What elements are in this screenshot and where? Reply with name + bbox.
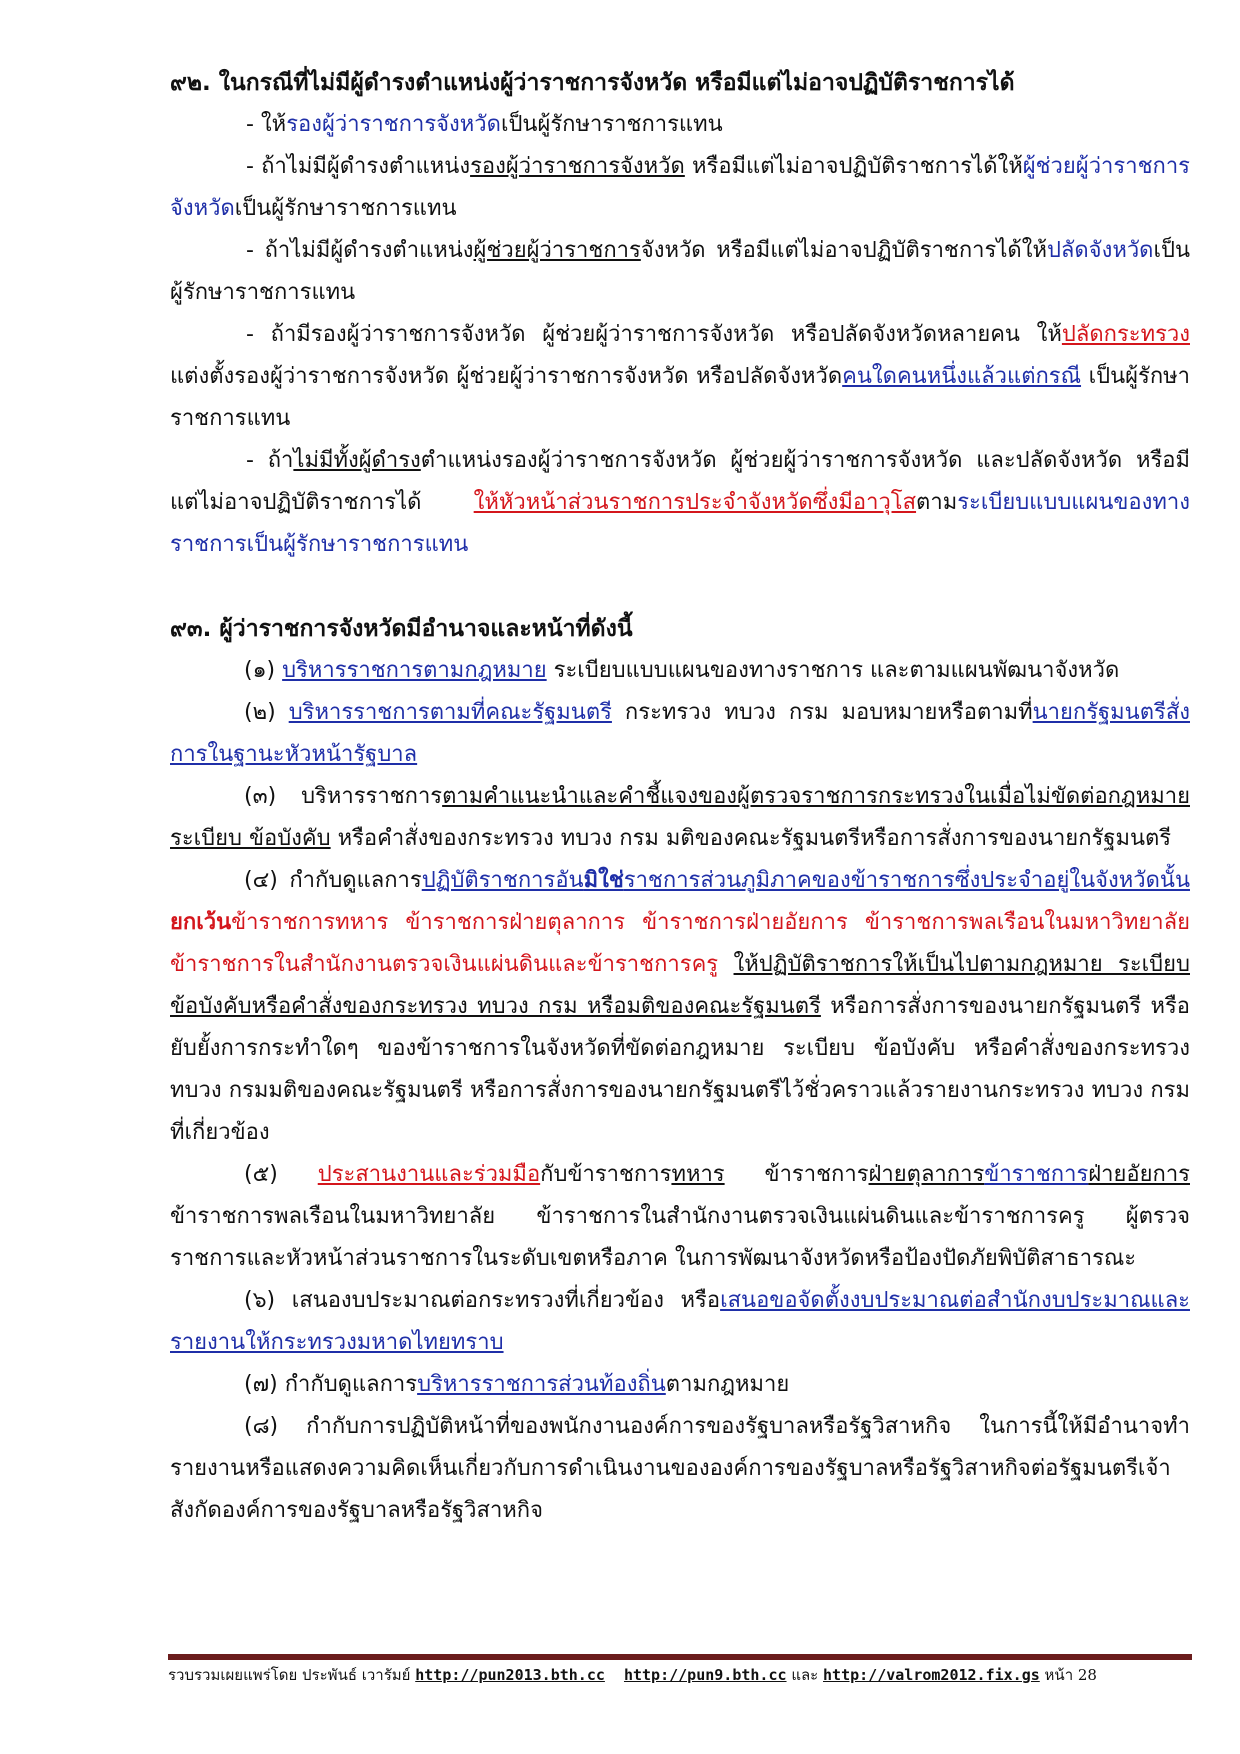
text: กับข้าราชการ — [540, 1162, 672, 1187]
section-93-item-5 — [170, 1154, 1190, 1280]
page-number: หน้า 28 — [1044, 1666, 1097, 1684]
section-92-para-5 — [170, 440, 1190, 566]
text: จังหวัด หรือมีแต่ไม่อาจปฏิบัติราชการได้ให้ — [640, 238, 1047, 263]
text: (๓) บริหารราชการ — [244, 784, 443, 809]
text — [718, 952, 733, 977]
text: หรือการสั่งการของนายกรัฐมนตรี หรือยับยั้งการกระทำใดๆ ของข้าราชการในจังหวัดที่ขัดต่อกฎหมาย ระเบียบ ข้อบังคับ หรือคำสั่งของกระทรวง ทบวง กรมมติของคณะรัฐมนตรี หรือการสั่งการของนายกรัฐมนตรีไว้ชั่วคราวแล้วรายงานกระทรวง ทบวง กรม ที่เกี่ยวข้อง — [170, 994, 1190, 1145]
underlined-inspector-guidance: ตามคำแนะนำและคำชี้แจงของผู้ตรวจราชการกระทรวงในเมื่อไม่ขัดต่อกฎหมาย ระเบียบ ข้อบังคับ — [170, 784, 1190, 851]
text: (๔) กำกับดูแลการ — [244, 868, 422, 893]
footer-divider — [168, 1654, 1192, 1660]
section-93-item-8 — [170, 1406, 1190, 1532]
text: (๘) กำกับการปฏิบัติหน้าที่ของพนักงานองค์การของรัฐบาลหรือรัฐวิสาหกิจ ในการนี้ให้มีอำนาจทำรายงานหรือแสดงความคิดเห็นเกี่ยวกับการดำเนินงานขององค์การของรัฐบาลหรือรัฐวิสาหกิจต่อรัฐมนตรีเจ้าสังกัดองค์การของรัฐบาลหรือรัฐวิสาหกิจ — [170, 1414, 1190, 1523]
text: (๗) กำกับดูแลการ — [244, 1372, 418, 1397]
highlight-permanent-secretary: ปลัดกระทรวง — [1061, 322, 1190, 347]
underlined-none: ไม่มีทั้งผู้ดำรง — [293, 448, 421, 473]
text: (๖) เสนองบประมาณต่อกระทรวงที่เกี่ยวข้อง หรือ — [244, 1288, 721, 1313]
text: หรือคำสั่งของกระทรวง ทบวง กรม มติของคณะรัฐมนตรีหรือการสั่งการของนายกรัฐมนตรี — [330, 826, 1172, 851]
underlined-prosecutor: ฝ่ายอัยการ — [1088, 1162, 1190, 1187]
highlight-cabinet: บริหารราชการตามที่คณะรัฐมนตรี — [288, 700, 612, 725]
highlight-by-law: บริหารราชการตามกฎหมาย — [282, 658, 547, 683]
underlined-military: ทหาร — [671, 1162, 725, 1187]
section-92-para-4 — [170, 314, 1190, 440]
highlight-deputy-governor: รองผู้ว่าราชการจังหวัด — [286, 112, 501, 137]
highlight-coordinate: ประสานงานและร่วมมือ — [317, 1162, 541, 1187]
highlight-provincial-clerk: ปลัดจังหวัด — [1046, 238, 1154, 263]
highlight-any-one: คนใดคนหนึ่งแล้วแต่กรณี — [842, 364, 1082, 389]
footer-link-1[interactable]: http://pun2013.bth.cc — [415, 1666, 605, 1684]
underlined-judicial: ฝ่ายตุลาการ — [868, 1162, 985, 1187]
text: แต่งตั้งรองผู้ว่าราชการจังหวัด ผู้ช่วยผู้ว่าราชการจังหวัด หรือปลัดจังหวัด — [170, 364, 843, 389]
text: ข้าราชการพลเรือนในมหาวิทยาลัย ข้าราชการในสำนักงานตรวจเงินแผ่นดินและข้าราชการครู ผู้ตรวจราชการและหัวหน้าส่วนราชการในระดับเขตหรือภาค ในการพัฒนาจังหวัดหรือป้องปัดภัยพิบัติสาธารณะ — [170, 1204, 1190, 1271]
text: - ถ้าไม่มีผู้ดำรงตำแหน่ง — [246, 154, 471, 179]
highlight-except: ยกเว้น — [170, 910, 232, 935]
highlight-budget-request: เสนอขอจัดตั้งงบประมาณต่อสำนักงบประมาณและรายงานให้กระทรวงมหาดไทยทราบ — [170, 1288, 1190, 1355]
text: (๑) — [244, 658, 283, 683]
text: ระเบียบแบบแผนของทางราชการ และตามแผนพัฒนาจังหวัด — [546, 658, 1120, 683]
section-93-item-7 — [170, 1364, 1190, 1406]
spacer — [170, 566, 1190, 608]
text: กระทรวง ทบวง กรม มอบหมายหรือตามที่ — [611, 700, 1033, 725]
highlight-prime-minister: นายกรัฐมนตรีสั่งการในฐานะหัวหน้ารัฐบาล — [170, 700, 1190, 767]
underlined-deputy-governor: รองผู้ว่าราชการจังหวัด — [470, 154, 685, 179]
text: (๕) — [244, 1162, 318, 1187]
footer-link-2[interactable]: http://pun9.bth.cc — [623, 1666, 787, 1684]
highlight-regional-admin: ราชการส่วนภูมิภาคของข้าราชการซึ่งประจำอยู่ในจังหวัดนั้น — [623, 868, 1190, 893]
highlight-official-duty: ปฏิบัติราชการอัน — [421, 868, 584, 893]
section-93-item-6 — [170, 1280, 1190, 1364]
highlight-local-admin: บริหารราชการส่วนท้องถิ่น — [417, 1372, 666, 1397]
section-93-item-2 — [170, 692, 1190, 776]
text: เป็นผู้รักษาราชการแทน — [170, 238, 1190, 305]
underlined-assistant-governor: ผู้ช่วยผู้ว่าราชการ — [473, 238, 641, 263]
text: หรือมีแต่ไม่อาจปฏิบัติราชการได้ให้ — [684, 154, 1023, 179]
section-92-para-2 — [170, 146, 1190, 230]
text: ตำแหน่งรองผู้ว่าราชการจังหวัด ผู้ช่วยผู้ว่าราชการจังหวัด และปลัดจังหวัด หรือมีแต่ไม่อาจปฏิบัติราชการได้ — [170, 448, 1190, 515]
section-93-heading: ๙๓. ผู้ว่าราชการจังหวัดมีอำนาจและหน้าที่ดังนี้ — [170, 616, 633, 642]
text: - ให้ — [246, 112, 287, 137]
section-92-para-1 — [170, 104, 1190, 146]
highlight-regulations: ระเบียบแบบแผนของทางราชการเป็นผู้รักษาราชการแทน — [170, 490, 1190, 557]
highlight-not: มิใช่ — [583, 868, 624, 893]
text: - ถ้า — [246, 448, 294, 473]
section-92-heading: ๙๒. ในกรณีที่ไม่มีผู้ดำรงตำแหน่งผู้ว่าราชการจังหวัด หรือมีแต่ไม่อาจปฏิบัติราชการได้ — [170, 70, 1015, 96]
underlined-comply: ให้ปฏิบัติราชการให้เป็นไปตามกฎหมาย ระเบียบ ข้อบังคับหรือคำสั่งของกระทรวง ทบวง กรม หรือมติของคณะรัฐมนตรี — [170, 952, 1190, 1019]
document-page — [170, 62, 1190, 1532]
text: ตามกฎหมาย — [665, 1372, 790, 1397]
text: เป็นผู้รักษาราชการแทน — [500, 112, 723, 137]
section-92-para-3 — [170, 230, 1190, 314]
page-footer — [168, 1663, 1192, 1687]
highlight-assistant-governor: ผู้ช่วยผู้ว่าราชการจังหวัด — [170, 154, 1190, 221]
footer-compiled-by: รวบรวมเผยแพร่โดย ประพันธ์ เวารัมย์ — [168, 1666, 411, 1684]
footer-and: และ — [791, 1666, 819, 1684]
highlight-senior-head: ให้หัวหน้าส่วนราชการประจำจังหวัดซึ่งมีอาวุโส — [473, 490, 917, 515]
text: - ถ้ามีรองผู้ว่าราชการจังหวัด ผู้ช่วยผู้ว่าราชการจังหวัด หรือปลัดจังหวัดหลายคน ให้ — [246, 322, 1062, 347]
text: (๒) — [244, 700, 289, 725]
highlight-official: ข้าราชการ — [984, 1162, 1089, 1187]
text: ข้าราชการ — [724, 1162, 869, 1187]
text: เป็นผู้รักษาราชการแทน — [234, 196, 457, 221]
section-93-item-4 — [170, 860, 1190, 1154]
text: - ถ้าไม่มีผู้ดำรงตำแหน่ง — [246, 238, 474, 263]
section-93-item-3 — [170, 776, 1190, 860]
footer-link-3[interactable]: http://valrom2012.fix.gs — [823, 1666, 1040, 1684]
section-93-item-1 — [170, 650, 1190, 692]
text: เป็นผู้รักษาราชการแทน — [170, 364, 1190, 431]
highlight-excepted-officials: ข้าราชการทหาร ข้าราชการฝ่ายตุลาการ ข้าราชการฝ่ายอัยการ ข้าราชการพลเรือนในมหาวิทยาลัย ข้าราชการในสำนักงานตรวจเงินแผ่นดินและข้าราชการครู — [170, 910, 1190, 977]
text: ตาม — [916, 490, 958, 515]
